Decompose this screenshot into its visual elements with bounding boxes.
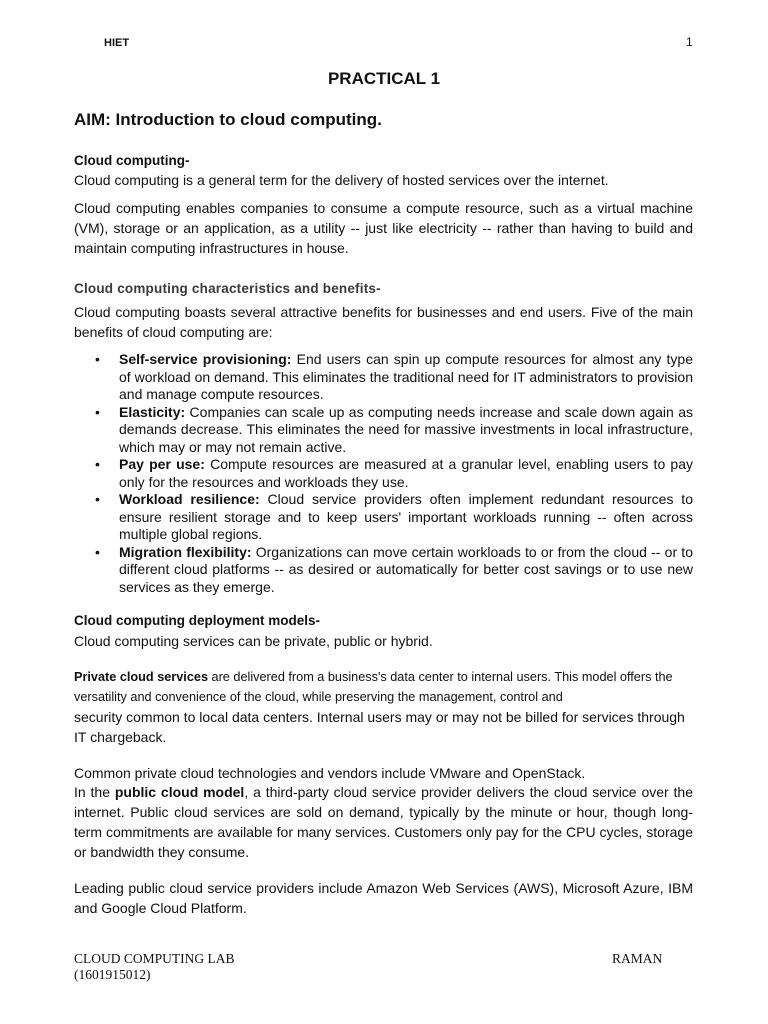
list-item-text: End users can spin up compute resources for almost any type of workload on demand. This eliminates the traditional need for IT administrators to provision and manage compute resources. <box>119 351 693 402</box>
list-item-text: Organizations can move certain workloads to or from the cloud -- or to different cloud platforms -- as desired or automatically for better cost savings or to use new services as they emerge. <box>119 543 693 595</box>
footer-course: CLOUD COMPUTING LAB <box>74 951 235 966</box>
bullet-icon: • <box>95 456 100 472</box>
list-item-text: Cloud service providers often implement redundant resources to ensure resilient storage and to keep users' important workloads running -- often across multiple global regions. <box>119 491 693 542</box>
public-cloud-paragraph <box>74 782 693 862</box>
bullet-icon: • <box>95 491 100 507</box>
bullet-icon: • <box>95 403 100 420</box>
header-institute: HIET <box>104 37 130 49</box>
section-heading: Cloud computing deployment models- <box>74 613 320 628</box>
section-deployment-models <box>74 611 693 651</box>
paragraph: Leading public cloud service providers include Amazon Web Services (AWS), Microsoft Azure, IBM and Google Cloud Platform. <box>74 880 693 916</box>
list-item-term: Pay per use: <box>119 456 205 472</box>
private-cloud-paragraph <box>74 667 693 747</box>
benefits-list <box>74 351 693 596</box>
public-cloud-text: , a third-party cloud service provider delivers the cloud service over the internet. Public cloud services are sold on demand, typically by the minute or hour, though long-term commitments are available for many services. Customers only pay for the CPU cycles, storage or bandwidth they consume. <box>74 784 693 860</box>
footer-author: RAMAN <box>612 951 663 966</box>
section-heading <box>74 278 693 299</box>
aim-heading: AIM: Introduction to cloud computing. <box>74 110 382 129</box>
list-item <box>74 404 693 457</box>
paragraph: Cloud computing services can be private, public or hybrid. <box>74 633 433 649</box>
section-heading: Cloud computing- <box>74 153 190 168</box>
section-heading-text: Cloud computing characteristics and benefits- <box>74 281 381 296</box>
list-item <box>74 544 693 597</box>
list-item <box>74 456 693 491</box>
bullet-icon: • <box>95 351 100 367</box>
list-item-text: Companies can scale up as computing needs increase and scale down again as demands decrease. This eliminates the need for massive investments in local infrastructure, which may or may not remain active. <box>119 403 693 455</box>
public-cloud-prefix: In the <box>74 784 115 800</box>
list-item-text: Compute resources are measured at a granular level, enabling users to pay only for the resources and workloads they use. <box>119 456 693 490</box>
section-cloud-computing <box>74 151 693 190</box>
page-title: PRACTICAL 1 <box>327 69 441 88</box>
private-cloud-text: are delivered from a business's data center to internal users. This model offers the versatility and convenience of the cloud, while preserving the management, control and <box>74 670 673 704</box>
public-cloud-term: public cloud model <box>114 784 245 800</box>
paragraph: Common private cloud technologies and vendors include VMware and OpenStack. <box>74 765 586 781</box>
private-cloud-term: Private cloud services <box>74 670 208 684</box>
list-item-term: Migration flexibility: <box>119 543 252 560</box>
list-item-term: Elasticity: <box>119 403 186 420</box>
bullet-icon: • <box>95 543 100 560</box>
paragraph: Cloud computing boasts several attractive benefits for businesses and end users. Five of the main benefits of cloud computing are: <box>74 304 693 340</box>
list-item-term: Self-service provisioning: <box>119 351 292 367</box>
list-item <box>74 491 693 544</box>
list-item-term: Workload resilience: <box>119 491 260 507</box>
footer-roll-number: (1601915012) <box>74 967 151 982</box>
paragraph: Cloud computing enables companies to consume a compute resource, such as a virtual machine (VM), storage or an application, as a utility -- just like electricity -- rather than having to build and maintain computing infrastructures in house. <box>74 200 693 256</box>
paragraph: Cloud computing is a general term for the delivery of hosted services over the internet. <box>74 172 609 188</box>
private-cloud-text-cont: security common to local data centers. Internal users may or may not be billed for services through IT chargeback. <box>74 709 685 745</box>
list-item <box>74 351 693 404</box>
header-page-number: 1 <box>686 35 693 49</box>
